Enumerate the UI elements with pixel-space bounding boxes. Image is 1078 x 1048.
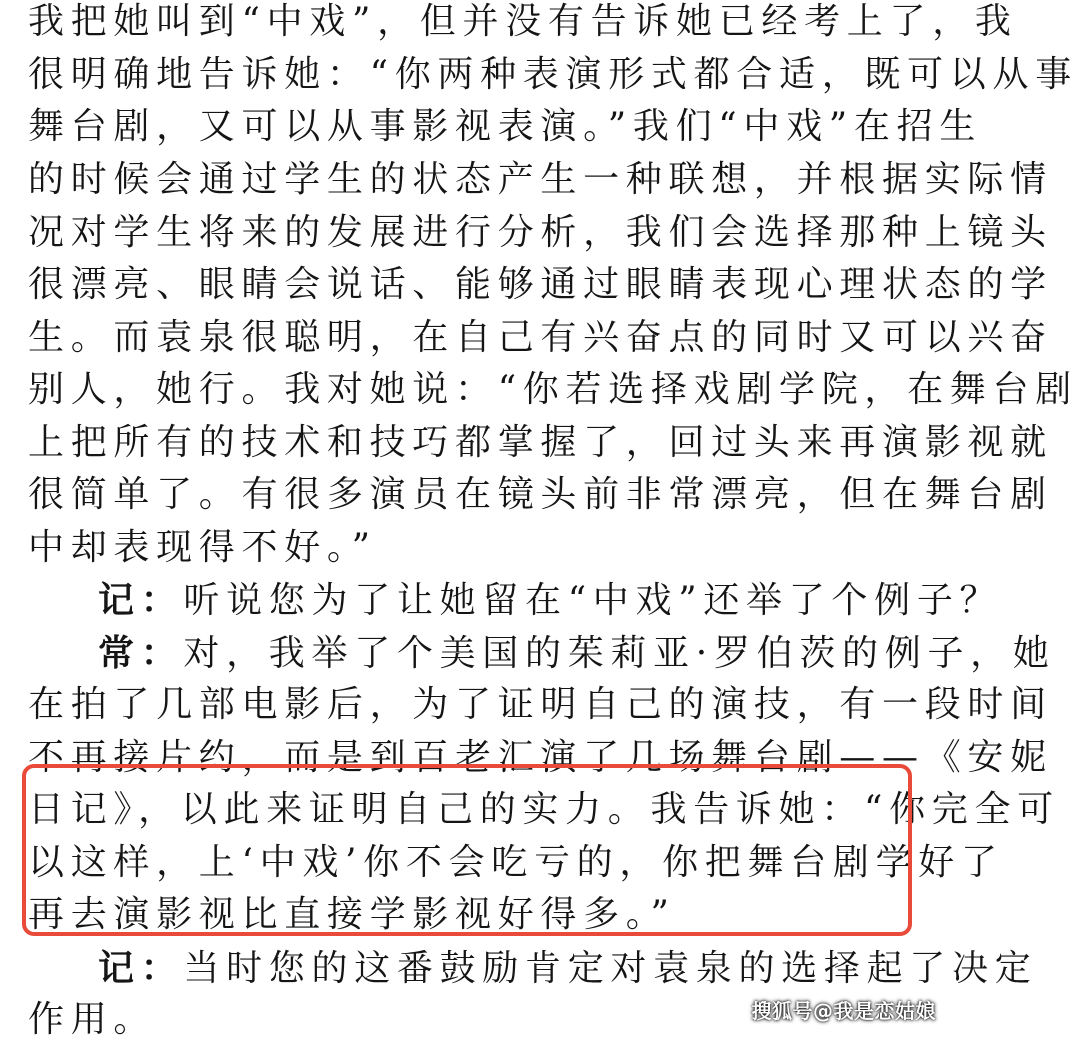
text-line: 我把她叫到“中戏”，但并没有告诉她已经考上了，我 bbox=[28, 1, 1018, 42]
text-line: 很简单了。有很多演员在镜头前非常漂亮，但在舞台剧 bbox=[28, 474, 1053, 515]
watermark: 搜狐号@我是恋姑娘 bbox=[751, 999, 936, 1023]
speaker-label: 记： bbox=[98, 947, 184, 989]
text-line: 很漂亮、眼睛会说话、能够通过眼睛表现心理状态的学 bbox=[28, 264, 1053, 305]
text-line: 作用。 bbox=[28, 999, 157, 1040]
interviewee-answer-first-line bbox=[98, 625, 1056, 681]
text-line: 的时候会通过学生的状态产生一种联想，并根据实际情 bbox=[28, 159, 1053, 200]
text-line: 舞台剧，又可以从事影视表演。”我们“中戏”在招生 bbox=[28, 106, 983, 147]
speaker-label: 记： bbox=[98, 579, 184, 621]
text-line: 中却表现得不好。” bbox=[28, 527, 377, 568]
highlight-box bbox=[22, 764, 912, 936]
text-line: 别人，她行。我对她说：“你若选择戏剧学院，在舞台剧 bbox=[28, 369, 1078, 410]
speaker-label: 常： bbox=[98, 632, 184, 674]
text-line: 以这样，上‘中戏’你不会吃亏的，你把舞台剧学好了 bbox=[28, 842, 1004, 883]
text-line: 况对学生将来的发展进行分析，我们会选择那种上镜头 bbox=[28, 212, 1053, 253]
text-line: 日记》，以此来证明自己的实力。我告诉她：“你完全可 bbox=[28, 789, 1060, 830]
text-line: 在拍了几部电影后，为了证明自己的演技，有一段时间 bbox=[28, 684, 1053, 725]
interviewer-question bbox=[98, 940, 1038, 996]
text-line: 生。而袁泉很聪明，在自己有兴奋点的同时又可以兴奋 bbox=[28, 317, 1053, 358]
question-text: 当时您的这番鼓励肯定对袁泉的选择起了决定 bbox=[183, 948, 1038, 989]
text-line: 很明确地告诉她：“你两种表演形式都合适，既可以从事 bbox=[28, 54, 1078, 95]
question-text: 听说您为了让她留在“中戏”还举了个例子？ bbox=[183, 580, 1003, 621]
answer-text: 对，我举了个美国的茱莉亚·罗伯茨的例子，她 bbox=[183, 633, 1056, 674]
text-line: 再去演影视比直接学影视好得多。” bbox=[28, 894, 676, 935]
text-line: 上把所有的技术和技巧都掌握了，回过头来再演影视就 bbox=[28, 422, 1053, 463]
interviewer-question bbox=[98, 572, 1003, 628]
text-line: 不再接片约，而是到百老汇演了几场舞台剧——《安妮 bbox=[28, 737, 1053, 778]
